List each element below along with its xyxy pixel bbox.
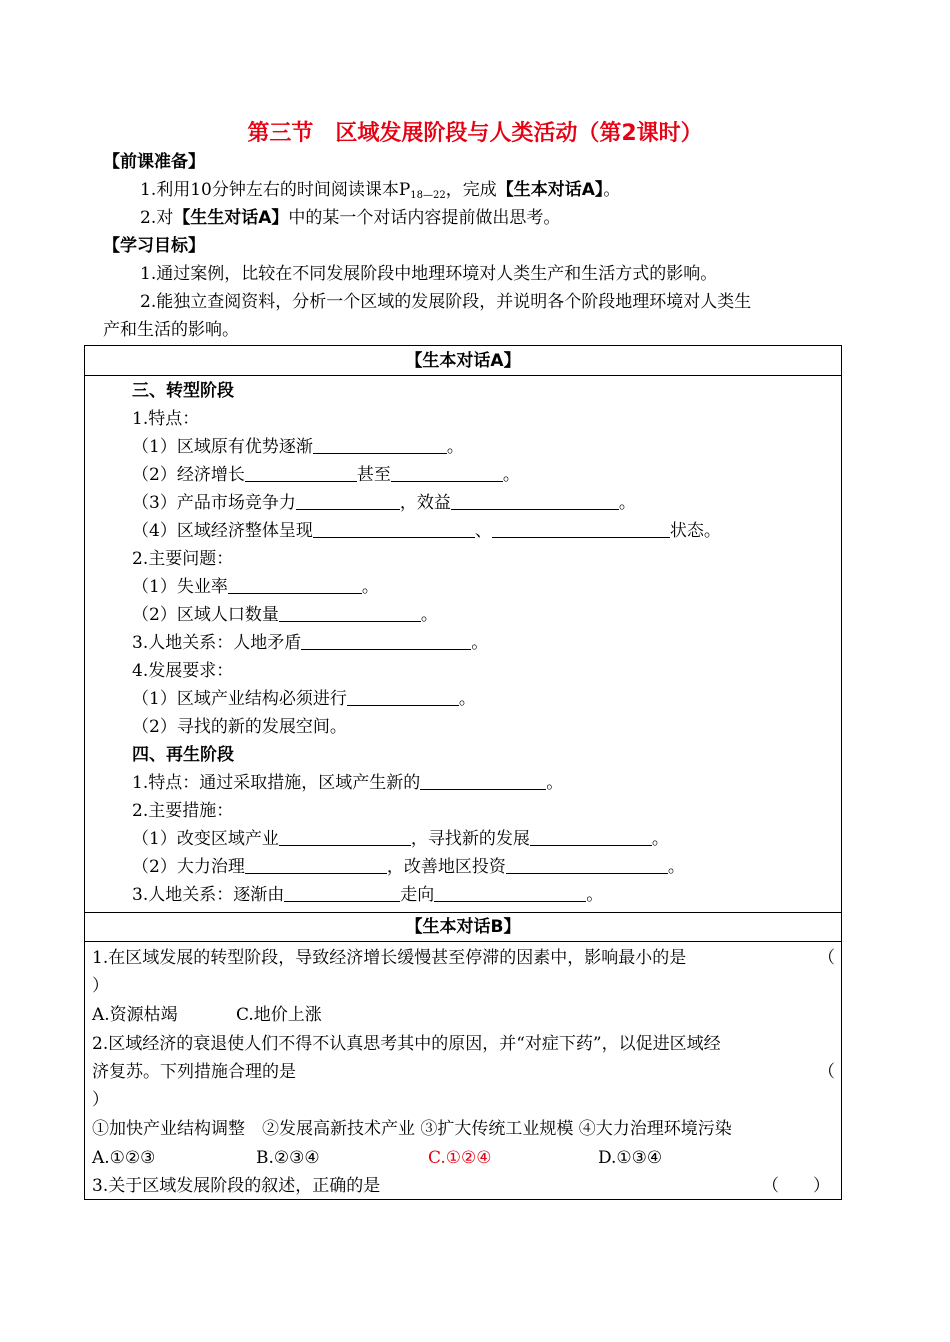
s4-relationship-end: 。 xyxy=(586,885,604,905)
s4-measure-2-end: 。 xyxy=(667,857,685,877)
s3-feature-3-end: 。 xyxy=(618,493,636,513)
s3-feature-2-mid: 甚至 xyxy=(356,465,391,485)
goal-item-1: 1.通过案例，比较在不同发展阶段中地理环境对人类生产和生活方式的影响。 xyxy=(140,264,718,284)
s3-relationship xyxy=(132,633,488,653)
blank-field[interactable] xyxy=(228,577,362,594)
blank-field[interactable] xyxy=(434,885,586,902)
blank-field[interactable] xyxy=(296,493,400,510)
s3-problem-1-end: 。 xyxy=(361,577,379,597)
title-topic: 区域发展阶段与人类活动（第2课时） xyxy=(335,121,703,146)
s3-feature-2-text: （2）经济增长 xyxy=(132,465,245,485)
blank-field[interactable] xyxy=(530,829,652,846)
s3-feature-1-end: 。 xyxy=(446,437,464,457)
question-2-option-a[interactable]: A.①②③ xyxy=(92,1148,156,1168)
section-3-title: 三、转型阶段 xyxy=(132,381,234,401)
s3-problem-1 xyxy=(132,577,379,597)
question-2-option-c[interactable]: C.①②④ xyxy=(428,1148,492,1168)
s4-relationship xyxy=(132,885,603,905)
blank-field[interactable] xyxy=(245,465,357,482)
s3-feature-4-end: 状态。 xyxy=(669,521,721,541)
s4-measure-1 xyxy=(132,829,669,849)
question-2-option-b[interactable]: B.②③④ xyxy=(256,1148,320,1168)
prep-item-2 xyxy=(140,208,560,228)
s4-measures: 2.主要措施： xyxy=(132,801,234,821)
dialog-a-header: 【生本对话A】 xyxy=(405,351,521,371)
page-title xyxy=(0,116,950,147)
s3-feature-3-mid: ，效益 xyxy=(399,493,451,513)
prep-item-1-text: 1.利用10分钟左右的时间阅读课本P xyxy=(140,180,411,200)
s3-requirement-1-end: 。 xyxy=(458,689,476,709)
s3-feature-2 xyxy=(132,465,520,485)
s3-problem-2-end: 。 xyxy=(420,605,438,625)
s3-relationship-text: 3.人地关系：人地矛盾 xyxy=(132,633,302,653)
s4-relationship-text: 3.人地关系：逐渐由 xyxy=(132,885,285,905)
s3-feature-1-text: （1）区域原有优势逐渐 xyxy=(132,437,313,457)
s3-feature-4 xyxy=(132,521,721,541)
prep-item-1-pages: 18—22 xyxy=(410,190,446,201)
s3-requirement-1-text: （1）区域产业结构必须进行 xyxy=(132,689,347,709)
question-2-paren-open: （ xyxy=(818,1062,835,1082)
question-1-option-a[interactable]: A.资源枯竭 xyxy=(92,1005,178,1025)
s3-feature-1 xyxy=(132,437,464,457)
blank-field[interactable] xyxy=(451,493,619,510)
s3-requirements: 4.发展要求： xyxy=(132,661,234,681)
section-4-title: 四、再生阶段 xyxy=(132,745,234,765)
blank-field[interactable] xyxy=(347,689,459,706)
s4-measure-2-mid: ，改善地区投资 xyxy=(386,857,506,877)
prep-heading: 【前课准备】 xyxy=(103,152,205,172)
title-section: 第三节 xyxy=(247,121,314,146)
s3-features: 1.特点： xyxy=(132,409,200,429)
prep-item-1 xyxy=(140,180,620,206)
prep-item-1-bold: 【生本对话A】 xyxy=(496,180,604,200)
blank-field[interactable] xyxy=(279,605,421,622)
blank-field[interactable] xyxy=(284,885,400,902)
blank-field[interactable] xyxy=(301,633,471,650)
s4-feature xyxy=(132,773,563,793)
blank-field[interactable] xyxy=(506,857,668,874)
question-2-line-1: 2.区域经济的衰退使人们不得不认真思考其中的原因，并“对症下药”，以促进区域经 xyxy=(92,1034,721,1054)
s3-problem-1-text: （1）失业率 xyxy=(132,577,228,597)
blank-field[interactable] xyxy=(313,437,447,454)
question-3-paren: （ ） xyxy=(762,1176,830,1196)
s4-measure-2-text: （2）大力治理 xyxy=(132,857,245,877)
goal-item-2-line-2: 产和生活的影响。 xyxy=(103,320,239,340)
prep-item-2-text: 2.对 xyxy=(140,208,174,228)
s3-requirement-2: （2）寻找的新的发展空间。 xyxy=(132,717,347,737)
s4-measure-1-mid: ，寻找新的发展 xyxy=(410,829,530,849)
s3-problems: 2.主要问题： xyxy=(132,549,234,569)
question-2-paren-close: ） xyxy=(92,1090,109,1110)
blank-field[interactable] xyxy=(492,521,670,538)
s3-requirement-1 xyxy=(132,689,476,709)
s4-measure-2 xyxy=(132,857,685,877)
s3-feature-2-end: 。 xyxy=(502,465,520,485)
s3-feature-4-text: （4）区域经济整体呈现 xyxy=(132,521,313,541)
question-1-option-c[interactable]: C.地价上涨 xyxy=(236,1005,322,1025)
s4-measure-1-end: 。 xyxy=(651,829,669,849)
s4-feature-end: 。 xyxy=(546,773,564,793)
question-1-paren-open: （ xyxy=(818,948,835,968)
question-3: 3.关于区域发展阶段的叙述，正确的是 xyxy=(92,1176,381,1196)
s3-problem-2-text: （2）区域人口数量 xyxy=(132,605,279,625)
s4-relationship-mid: 走向 xyxy=(400,885,435,905)
blank-field[interactable] xyxy=(245,857,387,874)
s3-feature-3 xyxy=(132,493,636,513)
s3-feature-3-text: （3）产品市场竞争力 xyxy=(132,493,296,513)
prep-item-1-text-b: ，完成 xyxy=(445,180,497,200)
blank-field[interactable] xyxy=(313,521,475,538)
s3-problem-2 xyxy=(132,605,438,625)
prep-item-2-bold: 【生生对话A】 xyxy=(173,208,289,228)
s4-feature-text: 1.特点：通过采取措施，区域产生新的 xyxy=(132,773,421,793)
dialog-a-box xyxy=(84,345,842,913)
question-2-items: ①加快产业结构调整 ②发展高新技术产业 ③扩大传统工业规模 ④大力治理环境污染 xyxy=(92,1119,732,1139)
blank-field[interactable] xyxy=(420,773,546,790)
s3-relationship-end: 。 xyxy=(471,633,489,653)
prep-item-2-text-b: 中的某一个对话内容提前做出思考。 xyxy=(288,208,561,228)
blank-field[interactable] xyxy=(391,465,503,482)
question-1-paren-close: ） xyxy=(92,976,109,996)
blank-field[interactable] xyxy=(279,829,411,846)
prep-item-1-end: 。 xyxy=(603,180,621,200)
s4-measure-1-text: （1）改变区域产业 xyxy=(132,829,279,849)
goals-heading: 【学习目标】 xyxy=(103,236,205,256)
s3-feature-4-mid: 、 xyxy=(474,521,492,541)
dialog-a-divider xyxy=(84,375,842,376)
question-1: 1.在区域发展的转型阶段，导致经济增长缓慢甚至停滞的因素中，影响最小的是 xyxy=(92,948,687,968)
question-2-line-2: 济复苏。下列措施合理的是 xyxy=(92,1062,296,1082)
dialog-b-header: 【生本对话B】 xyxy=(405,917,521,937)
dialog-b-divider xyxy=(84,941,842,942)
goal-item-2-line-1: 2.能独立查阅资料，分析一个区域的发展阶段，并说明各个阶段地理环境对人类生 xyxy=(140,292,752,312)
question-2-option-d[interactable]: D.①③④ xyxy=(598,1148,663,1168)
